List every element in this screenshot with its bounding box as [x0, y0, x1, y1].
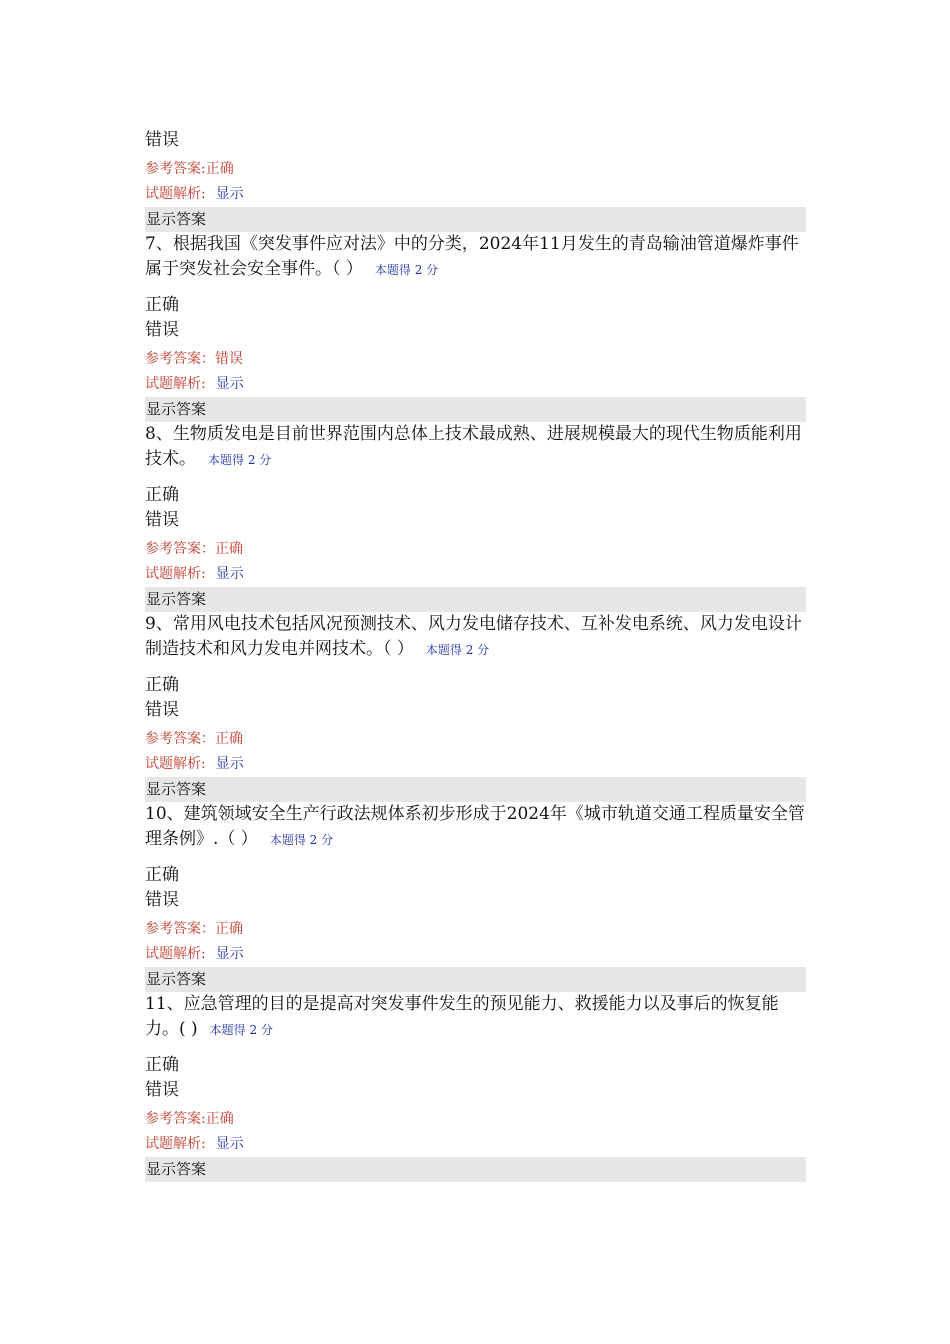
reference-answer-label: 参考答案：	[145, 541, 215, 557]
option-wrong[interactable]: 错误	[145, 130, 179, 150]
show-answer-button[interactable]: 显示答案	[145, 207, 806, 232]
analysis-show-link[interactable]: 显示	[215, 946, 244, 962]
question-score: 本题得 2 分	[209, 1023, 273, 1037]
analysis-row	[145, 1132, 806, 1157]
analysis-label: 试题解析:	[145, 376, 206, 392]
reference-answer-label: 参考答案:	[145, 161, 206, 177]
analysis-row	[145, 182, 806, 207]
analysis-show-link[interactable]: 显示	[215, 566, 244, 582]
option-correct[interactable]: 正确	[145, 485, 179, 505]
reference-answer-value: 正确	[215, 541, 243, 557]
question-score: 本题得 2 分	[425, 643, 490, 657]
analysis-row	[145, 942, 806, 967]
question-11	[145, 992, 806, 1182]
reference-answer	[145, 1107, 806, 1132]
question-text	[145, 612, 806, 663]
reference-answer	[145, 157, 806, 182]
question-stem: 9、常用风电技术包括风况预测技术、风力发电储存技术、互补发电系统、风力发电设计制造技术和风力发电并网技术。（ ）	[145, 614, 802, 659]
option-wrong[interactable]: 错误	[145, 700, 179, 720]
question-9	[145, 612, 806, 802]
reference-answer-label: 参考答案：	[145, 351, 215, 367]
reference-answer-value: 正确	[215, 921, 243, 937]
analysis-row	[145, 372, 806, 397]
option-correct[interactable]: 正确	[145, 1055, 179, 1075]
analysis-label: 试题解析:	[145, 186, 206, 202]
reference-answer	[145, 537, 806, 562]
reference-answer-value: 错误	[215, 351, 243, 367]
question-text	[145, 802, 806, 853]
question-stem: 10、建筑领域安全生产行政法规体系初步形成于2024年《城市轨道交通工程质量安全管理条例》.（ ）	[145, 804, 805, 849]
analysis-label: 试题解析:	[145, 756, 206, 772]
reference-answer-value: 正确	[205, 161, 234, 177]
reference-answer-value: 正确	[205, 1111, 234, 1127]
show-answer-button[interactable]: 显示答案	[145, 1157, 806, 1182]
question-score: 本题得 2 分	[374, 263, 439, 277]
analysis-row	[145, 562, 806, 587]
analysis-show-link[interactable]: 显示	[215, 376, 244, 392]
reference-answer-label: 参考答案:	[145, 1111, 206, 1127]
option-wrong[interactable]: 错误	[145, 320, 179, 340]
reference-answer	[145, 727, 806, 752]
analysis-label: 试题解析:	[145, 946, 206, 962]
reference-answer-value: 正确	[215, 731, 243, 747]
reference-answer	[145, 917, 806, 942]
analysis-row	[145, 752, 806, 777]
analysis-show-link[interactable]: 显示	[215, 1136, 244, 1152]
question-stem: 7、根据我国《突发事件应对法》中的分类，2024年11月发生的青岛输油管道爆炸事件属于突发社会安全事件。（ ）	[145, 234, 799, 279]
reference-answer-label: 参考答案：	[145, 921, 215, 937]
show-answer-button[interactable]: 显示答案	[145, 587, 806, 612]
question-8	[145, 422, 806, 612]
question-stem: 8、生物质发电是目前世界范围内总体上技术最成熟、进展规模最大的现代生物质能利用技术。	[145, 424, 802, 469]
option-wrong[interactable]: 错误	[145, 510, 179, 530]
option-correct[interactable]: 正确	[145, 675, 179, 695]
question-10	[145, 802, 806, 992]
question-stem: 11、应急管理的目的是提高对突发事件发生的预见能力、救援能力以及事后的恢复能力。( )	[145, 994, 779, 1039]
show-answer-button[interactable]: 显示答案	[145, 397, 806, 422]
analysis-show-link[interactable]: 显示	[215, 186, 244, 202]
option-correct[interactable]: 正确	[145, 865, 179, 885]
question-score: 本题得 2 分	[208, 453, 272, 467]
option-wrong[interactable]: 错误	[145, 1080, 179, 1100]
question-7	[145, 232, 806, 422]
analysis-label: 试题解析:	[145, 1136, 206, 1152]
question-text	[145, 232, 806, 283]
show-answer-button[interactable]: 显示答案	[145, 777, 806, 802]
question-text	[145, 992, 806, 1043]
analysis-show-link[interactable]: 显示	[215, 756, 244, 772]
show-answer-button[interactable]: 显示答案	[145, 967, 806, 992]
reference-answer-label: 参考答案：	[145, 731, 215, 747]
quiz-content	[145, 128, 806, 1182]
option-wrong[interactable]: 错误	[145, 890, 179, 910]
option-correct[interactable]: 正确	[145, 295, 179, 315]
reference-answer	[145, 347, 806, 372]
question-6-tail	[145, 128, 806, 232]
analysis-label: 试题解析:	[145, 566, 206, 582]
question-score: 本题得 2 分	[269, 833, 334, 847]
question-text	[145, 422, 806, 473]
